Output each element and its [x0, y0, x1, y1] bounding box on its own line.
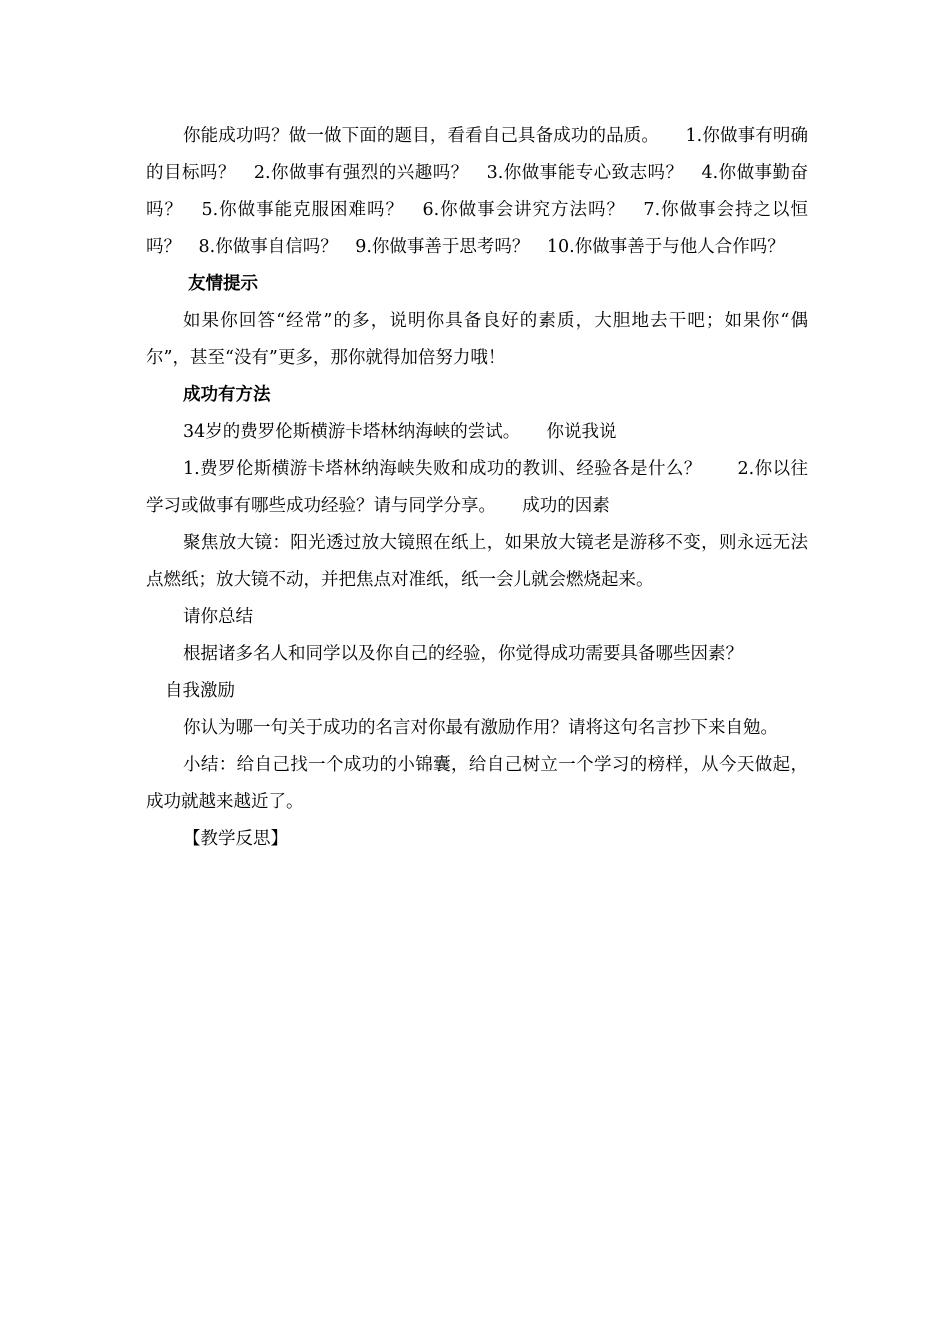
factors-paragraph: 根据诸多名人和同学以及你自己的经验，你觉得成功需要具备哪些因素？ [183, 644, 743, 664]
document-page [146, 118, 808, 858]
reflection-heading: 【教学反思】 [183, 829, 288, 849]
summary-prompt: 请你总结 [183, 607, 253, 627]
questions-paragraph: 1.费罗伦斯横游卡塔林纳海峡失败和成功的教训、经验各是什么？ 2.你以往学习或做事有哪些成功经验？请与同学分享。 成功的因素 [146, 459, 808, 516]
tip-heading: 友情提示 [188, 274, 258, 294]
motivation-heading: 自我激励 [165, 681, 235, 701]
method-heading: 成功有方法 [183, 385, 271, 405]
florence-paragraph: 34岁的费罗伦斯横游卡塔林纳海峡的尝试。 你说我说 [183, 422, 617, 442]
magnifier-paragraph: 聚焦放大镜：阳光透过放大镜照在纸上，如果放大镜老是游移不变，则永远无法点燃纸；放大镜不动，并把焦点对准纸，纸一会儿就会燃烧起来。 [146, 533, 808, 590]
tip-paragraph: 如果你回答“经常”的多，说明你具备良好的素质，大胆地去干吧；如果你“偶尔”，甚至“没有”更多，那你就得加倍努力哦！ [146, 311, 808, 368]
quiz-paragraph: 你能成功吗？做一做下面的题目，看看自己具备成功的品质。 1.你做事有明确的目标吗？ 2.你做事有强烈的兴趣吗？ 3.你做事能专心致志吗？ 4.你做事勤奋吗？ 5.你做事能克服困难吗？ 6.你做事会讲究方法吗？ 7.你做事会持之以恒吗？ 8.你做事自信吗？ 9.你做事善于思考吗？ 10.你做事善于与他人合作吗？ [146, 126, 808, 257]
quote-paragraph: 你认为哪一句关于成功的名言对你最有激励作用？请将这句名言抄下来自勉。 [183, 718, 778, 738]
conclusion-paragraph: 小结：给自己找一个成功的小锦囊，给自己树立一个学习的榜样，从今天做起，成功就越来越近了。 [146, 755, 808, 812]
